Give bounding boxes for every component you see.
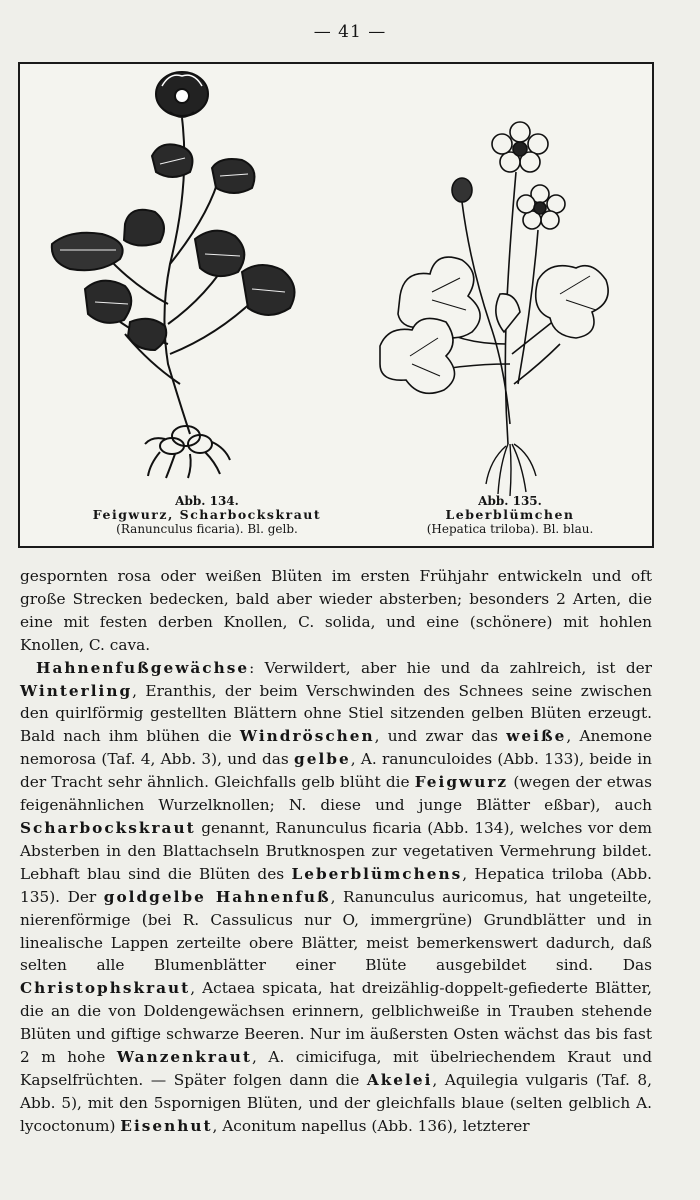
term-leberbluemchens: Leberblümchens (291, 864, 463, 883)
figure-134-common-name: Feigwurz, Scharbockskraut (92, 507, 322, 522)
hepatica-roots (486, 444, 536, 496)
text-run: genannt, Ranunculus ficaria (Abb. 134), welches vor dem Absterben in den Blattachseln Brutknospen zur vegetativen Vermehrung bildet. Lebhaft blau sind die Blüten des (20, 818, 652, 883)
text-run: , A. cimicifuga, mit übelriechendem Kraut und Kapselfrüchten. — Später folgen dann die (20, 1048, 652, 1089)
figure-135-caption (380, 494, 640, 536)
body-text (20, 565, 652, 1138)
term-akelei: Akelei (366, 1070, 433, 1089)
figure-135-common-name: Leberblümchen (445, 507, 575, 522)
hepatica-flower-middle (517, 185, 565, 229)
figure-135-label: Abb. 135. (478, 494, 542, 508)
hepatica-leaves (380, 257, 608, 393)
figure-134-label: Abb. 134. (175, 494, 239, 508)
text-run: , A. ranunculoides (Abb. 133), beide in der Tracht sehr ähnlich. Gleichfalls gelb blüht die (20, 750, 653, 792)
paragraph-hahnenfuss (20, 657, 652, 1138)
term-hahnenfussgewaechse: Hahnenfußgewächse (36, 658, 250, 677)
hepatica-triloba-illustration (380, 122, 608, 496)
text-run: , Aconitum napellus (Abb. 136), letzterer (212, 1116, 530, 1135)
term-gelbe: gelbe (294, 750, 351, 769)
paragraph-corydalis: gespornten rosa oder weißen Blüten im ersten Frühjahr entwickeln und oft große Strecken bedecken, bald aber wieder absterben; besonders 2 Arten, die eine mit festen derben Knollen, C. solida, und eine (schönere) mit hohlen Knollen, C. cava. (20, 567, 652, 654)
term-winterling: Winterling (20, 681, 133, 700)
text-run: , Anemone nemorosa (Taf. 4, Abb. 3), und das (20, 727, 653, 769)
term-christophskraut: Christophskraut (20, 979, 191, 998)
text-run: , und zwar das (374, 727, 507, 746)
ficaria-tubers (145, 426, 230, 478)
text-run: , Eranthis, der beim Verschwinden des Schnees seine zwischen den quirlförmig gestellten Blättern ohne Stiel sitzenden gelben Blüten erzeugt. Bald nach ihm blühen die (20, 681, 652, 746)
text-run: , Hepatica triloba (Abb. 135). Der (20, 864, 652, 906)
text-run: (wegen der etwas feigenähnlichen Wurzelknollen; N. diese und junge Blätter eßbar), auch (20, 773, 652, 815)
term-weisse: weiße (506, 727, 567, 746)
ficaria-flower (156, 72, 208, 117)
hepatica-bud (452, 178, 472, 202)
text-run: , Actaea spicata, hat dreizählig-doppelt-gefiederte Blätter, die an die von Doldengewächsen erinnern, gelblichweiße in Trauben stehende Blüten und giftige schwarze Beeren. Nur im äußersten Osten wächst das bis fast 2 m hohe (20, 979, 652, 1067)
figure-134-latin: (Ranunculus ficaria). Bl. gelb. (116, 522, 298, 536)
figure-plate (18, 62, 654, 548)
page-number: — 41 — (313, 22, 387, 42)
ranunculus-ficaria-illustration (52, 72, 295, 478)
term-goldgelbe-hahnenfuss: goldgelbe Hahnenfuß (103, 887, 331, 906)
text-run: : Verwildert, aber hie und da zahlreich, ist der (249, 658, 652, 677)
text-run: , Ranunculus auricomus, hat ungeteilte, nierenförmige (bei R. Cassulicus nur O, immergrüne) Grundblätter und in linealische Lappen zerteilte obere Blätter, meist bemerkenswert dadurch, daß selten alle Blumenblätter einer Blüte ausgebildet sind. Das (20, 887, 652, 975)
term-eisenhut: Eisenhut (120, 1116, 213, 1135)
hepatica-flower-top (492, 122, 548, 172)
term-wanzenkraut: Wanzenkraut (116, 1048, 252, 1067)
term-feigwurz: Feigwurz (414, 773, 509, 792)
term-scharbockskraut: Scharbockskraut (20, 818, 196, 837)
text-run: , Aquilegia vulgaris (Taf. 8, Abb. 5), mit den 5spornigen Blüten, und der gleichfalls blaue (selten gelblich A. lycoctonum) (20, 1070, 652, 1135)
figure-135-latin: (Hepatica triloba). Bl. blau. (426, 522, 594, 536)
term-windroeschen: Windröschen (239, 727, 375, 746)
figure-134-caption (42, 494, 372, 536)
